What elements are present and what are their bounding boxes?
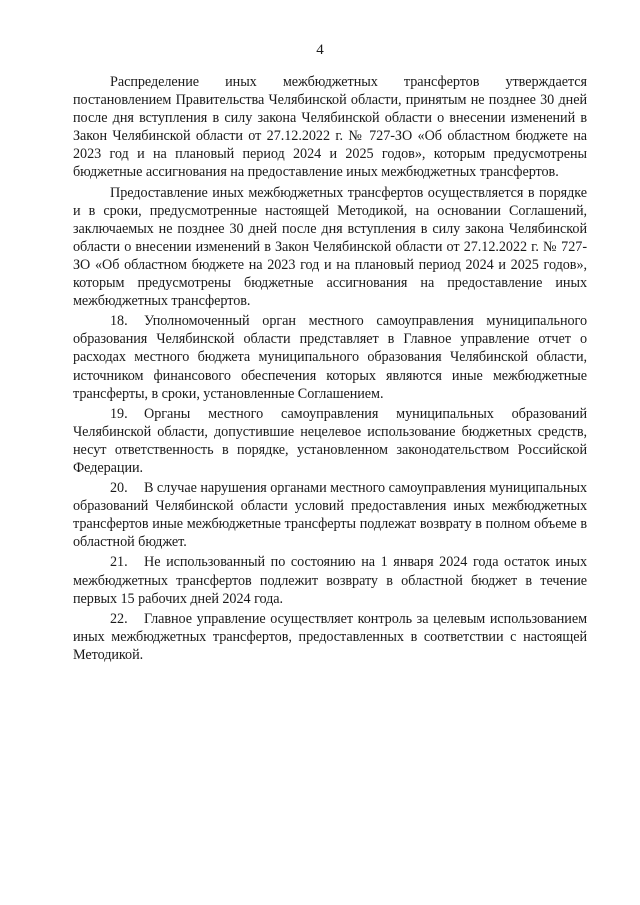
paragraph-text: В случае нарушения органами местного самоуправления муниципальных образований Челябинской области условий предоставления иных межбюджетных трансфертов иные межбюджетные трансферты подлежат возврату в полном объеме в областной бюджет. bbox=[73, 480, 587, 551]
paragraph-21 bbox=[73, 553, 587, 607]
paragraph-number: 20. bbox=[110, 480, 128, 497]
paragraph-19 bbox=[73, 405, 587, 477]
page-number: 4 bbox=[316, 42, 324, 58]
paragraph-20 bbox=[73, 479, 587, 551]
paragraph-text: Уполномоченный орган местного самоуправления муниципального образования Челябинской области представляет в Главное управление отчет о расходах местного бюджета муниципального образования Челябинской области, источником финансового обеспечения которых являются иные межбюджетные трансферты, в сроки, установленные Соглашением. bbox=[73, 313, 587, 402]
paragraph-number: 18. bbox=[110, 313, 128, 330]
paragraph-18 bbox=[73, 312, 587, 402]
paragraph-text: Распределение иных межбюджетных трансфертов утверждается постановлением Правительства Челябинской области, принятым не позднее 30 дней после дня вступления в силу закона Челябинской области о внесении изменений в Закон Челябинской области от 27.12.2022 г. № 727-ЗО «Об областном бюджете на 2023 год и на плановый период 2024 и 2025 годов», которым предусмотрены бюджетные ассигнования на предоставление иных межбюджетных трансфертов. bbox=[73, 74, 587, 181]
paragraph-number: 21. bbox=[110, 554, 128, 571]
paragraph-distribution bbox=[73, 73, 587, 182]
paragraph-text: Органы местного самоуправления муниципальных образований Челябинской области, допустившие нецелевое использование бюджетных средств, несут ответственность в порядке, установленном законодательством Российской Федерации. bbox=[73, 405, 587, 476]
paragraph-number: 22. bbox=[110, 610, 128, 627]
document-body bbox=[73, 73, 587, 664]
paragraph-number: 19. bbox=[110, 405, 128, 422]
paragraph-22 bbox=[73, 610, 587, 664]
paragraph-text: Не использованный по состоянию на 1 января 2024 года остаток иных межбюджетных трансфертов подлежит возврату в областной бюджет в течение первых 15 рабочих дней 2024 года. bbox=[73, 554, 587, 607]
paragraph-text: Предоставление иных межбюджетных трансфертов осуществляется в порядке и в сроки, предусмотренные настоящей Методикой, на основании Соглашений, заключаемых не позднее 30 дней после дня вступления в силу закона Челябинской области о внесении изменений в Закон Челябинской области от 27.12.2022 г. № 727-ЗО «Об областном бюджете на 2023 год и на плановый период 2024 и 2025 годов», которым предусмотрены бюджетные ассигнования на предоставление иных межбюджетных трансфертов. bbox=[73, 184, 587, 310]
paragraph-text: Главное управление осуществляет контроль за целевым использованием иных межбюджетных трансфертов, предоставленных в соответствии с настоящей Методикой. bbox=[73, 610, 587, 663]
paragraph-provision bbox=[73, 184, 587, 311]
